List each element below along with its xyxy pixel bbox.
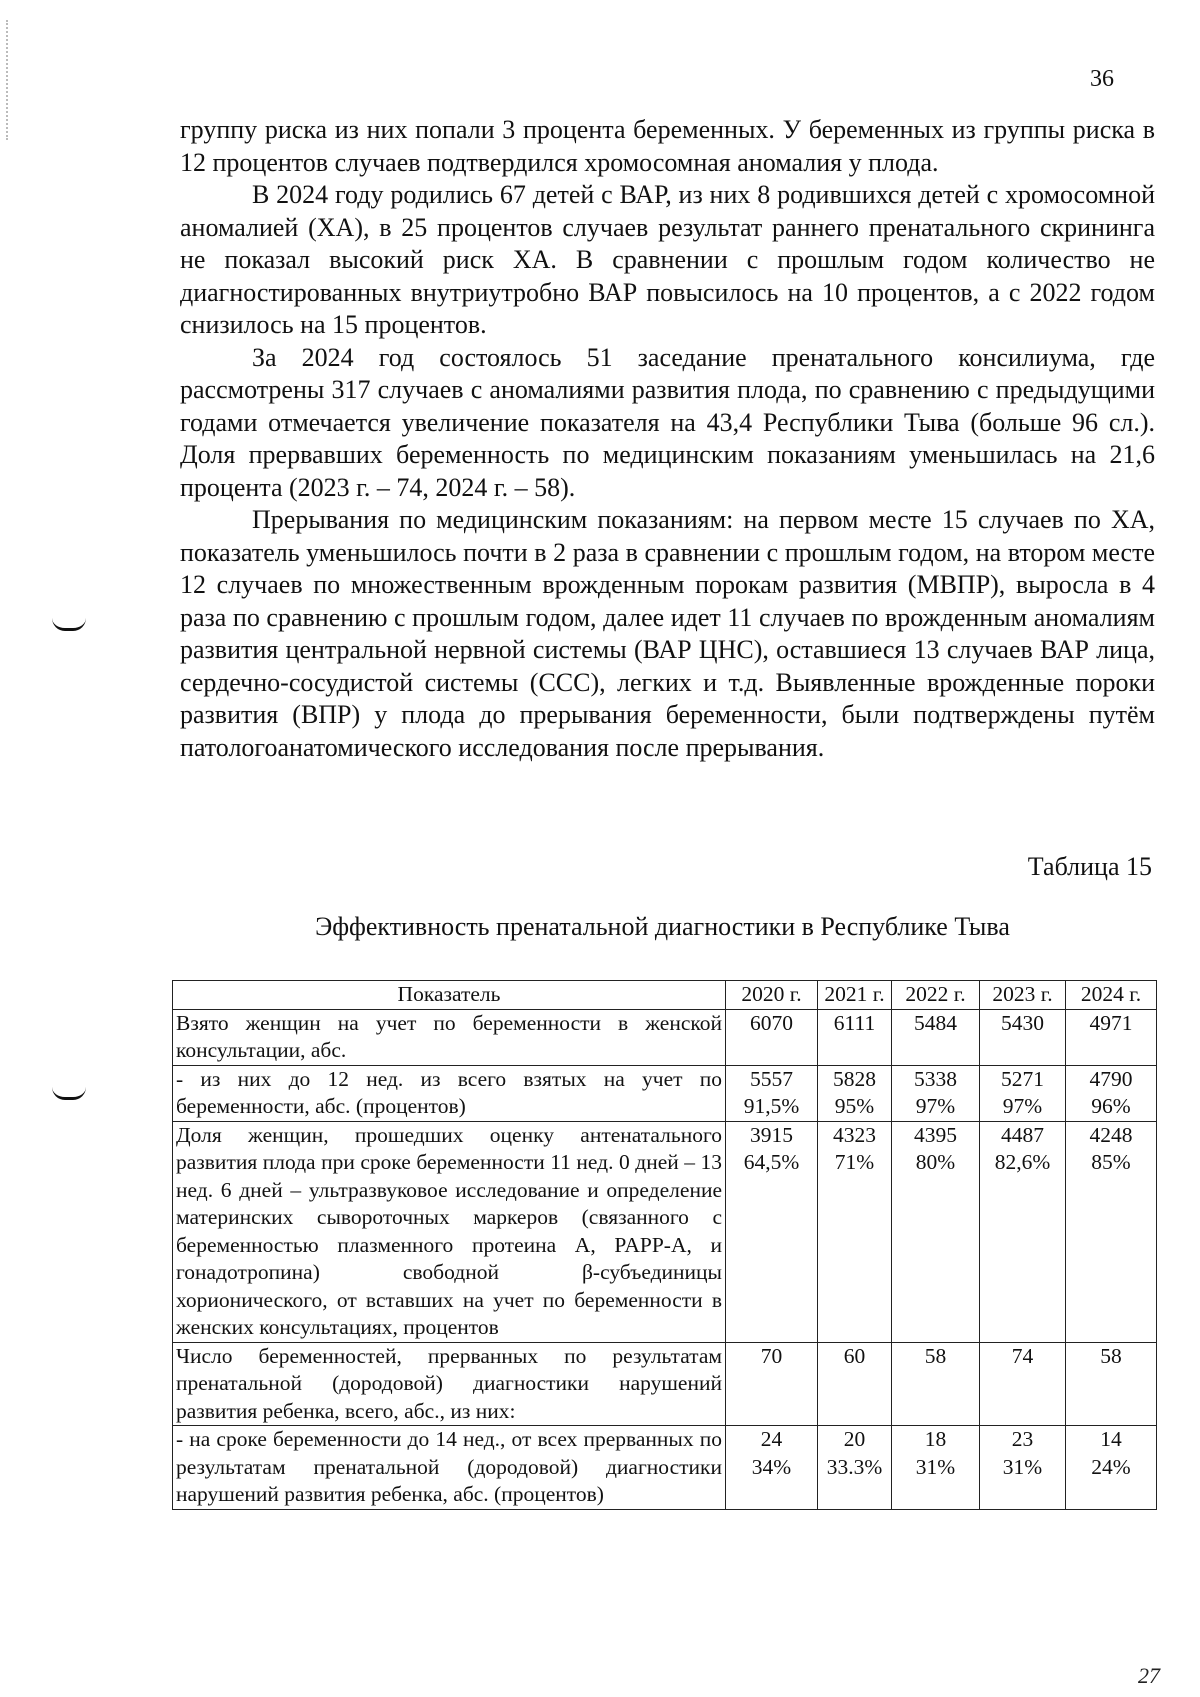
row-indicator-label: - на сроке беременности до 14 нед., от всех прерванных по результатам пренатальной (дородовой) диагностики нарушений развития ребенка, абс. (процентов): [173, 1426, 726, 1510]
column-header-2021: 2021 г.: [818, 981, 892, 1010]
cell-percent: 95%: [834, 1094, 875, 1118]
cell-value: 5271: [1001, 1066, 1044, 1091]
scan-edge-marks: [6, 20, 10, 140]
column-header-indicator: Показатель: [173, 981, 726, 1010]
cell-percent: 31%: [1002, 1454, 1043, 1479]
table-cell: [892, 1121, 980, 1342]
cell-percent: 97%: [915, 1094, 956, 1118]
cell-percent: 34%: [751, 1454, 792, 1479]
cell-value: 5484: [914, 1010, 957, 1035]
row-indicator-label: Число беременностей, прерванных по результатам пренатальной (дородовой) диагностики нарушений развития ребенка, всего, абс., из них:: [173, 1342, 726, 1426]
table-cell: [818, 1065, 892, 1121]
table-row: [173, 1342, 1157, 1426]
cell-percent: 31%: [915, 1454, 956, 1479]
table-label: Таблица 15: [1027, 852, 1152, 881]
table-row: [173, 1009, 1157, 1065]
cell-percent: 91,5%: [743, 1094, 800, 1118]
paragraph-3: За 2024 год состоялось 51 заседание пренатального консилиума, где рассмотрены 317 случаев с аномалиями развития плода, по сравнению с предыдущими годами отмечается увеличение показателя на 43,4 Республики Тыва (больше 96 сл.). Доля прервавших беременность по медицинским показаниям уменьшилась на 21,6 процента (2023 г. – 74, 2024 г. – 58).: [180, 342, 1155, 502]
cell-value: 60: [843, 1343, 866, 1368]
cell-value: 6111: [833, 1010, 876, 1035]
table-cell: [726, 1426, 818, 1510]
table-cell: [892, 1342, 980, 1426]
cell-value: 4971: [1089, 1010, 1133, 1035]
column-header-2022: 2022 г.: [892, 981, 980, 1010]
cell-value: 74: [1011, 1343, 1034, 1368]
row-indicator-label: Доля женщин, прошедших оценку антенатального развития плода при сроке беременности 11 нед. 0 дней – 13 нед. 6 дней – ультразвуковое исследование и определение материнских сывороточных маркеров (связанного с беременностью плазменного протеина А, PAPP-A, и гонадотропина) свободной β-субъединицы хорионического, от вставших на учет по беременности в женских консультациях, процентов: [173, 1121, 726, 1342]
table-cell: [980, 1065, 1066, 1121]
table-cell: [726, 1009, 818, 1065]
cell-value: 5430: [1001, 1010, 1044, 1035]
table-cell: [818, 1342, 892, 1426]
table-cell: [1066, 1342, 1157, 1426]
cell-value: 4790: [1089, 1066, 1133, 1091]
table-cell: [818, 1121, 892, 1342]
cell-percent: 64,5%: [743, 1150, 800, 1174]
row-indicator-label: - из них до 12 нед. из всего взятых на учет по беременности, абс. (процентов): [173, 1065, 726, 1121]
column-header-2023: 2023 г.: [980, 981, 1066, 1010]
column-header-2024: 2024 г.: [1066, 981, 1157, 1010]
cell-value: 70: [760, 1343, 783, 1368]
cell-value: 3915: [750, 1122, 793, 1147]
cell-percent: 82,6%: [994, 1150, 1051, 1174]
table-cell: [1066, 1009, 1157, 1065]
cell-value: 4395: [914, 1122, 957, 1147]
table-title: Эффективность пренатальной диагностики в Республике Тыва: [315, 912, 1010, 941]
cell-value: 4248: [1089, 1122, 1133, 1147]
cell-value: 14: [1100, 1427, 1122, 1451]
cell-percent: 97%: [1002, 1094, 1043, 1118]
cell-value: 4323: [833, 1122, 876, 1147]
table-cell: [1066, 1426, 1157, 1510]
cell-percent: 85%: [1091, 1150, 1131, 1174]
cell-value: 5828: [833, 1066, 876, 1091]
cell-value: 58: [1100, 1343, 1122, 1368]
handwritten-page-note: 27: [1138, 1663, 1160, 1688]
cell-percent: 71%: [834, 1150, 875, 1174]
table-cell: [892, 1065, 980, 1121]
paragraph-1: группу риска из них попали 3 процента беременных. У беременных из группы риска в 12 процентов случаев подтвердился хромосомная аномалия у плода.: [180, 115, 1155, 177]
table-cell: [892, 1426, 980, 1510]
table-row: [173, 1065, 1157, 1121]
page-number: 36: [1090, 66, 1114, 92]
table-cell: [980, 1009, 1066, 1065]
paragraph-2: В 2024 году родились 67 детей с ВАР, из них 8 родившихся детей с хромосомной аномалией (ХА), в 25 процентов случаев результат раннего пренатального скрининга не показал высокий риск ХА. В сравнении с прошлым годом количество не диагностированных внутриутробно ВАР повысилось на 10 процентов, а с 2022 годом снизилось на 15 процентов.: [180, 180, 1155, 339]
table-cell: [726, 1121, 818, 1342]
cell-percent: 96%: [1091, 1094, 1131, 1118]
table-cell: [1066, 1065, 1157, 1121]
cell-value: 58: [924, 1343, 947, 1368]
table-header-row: [173, 981, 1157, 1010]
prenatal-diagnostics-table: [172, 980, 1157, 1510]
column-header-2020: 2020 г.: [726, 981, 818, 1010]
table-cell: [818, 1009, 892, 1065]
table-row: [173, 1426, 1157, 1510]
margin-pen-mark: [52, 618, 86, 631]
margin-pen-mark: [52, 1087, 86, 1100]
paragraph-4: Прерывания по медицинским показаниям: на первом месте 15 случаев по ХА, показатель уменьшилось почти в 2 раза в сравнении с прошлым годом, на втором месте 12 случаев по множественным врожденным порокам развития (МВПР), выросла в 4 раза по сравнению с прошлым годом, далее идет 11 случаев по врожденным аномалиям развития центральной нервной системы (ВАР ЦНС), оставшиеся 13 случаев ВАР лица, сердечно-сосудистой системы (ССС), легких и т.д. Выявленные врожденные пороки развития (ВПР) у плода до прерывания беременности, были подтверждены путём патологоанатомического исследования после прерывания.: [180, 505, 1155, 762]
cell-percent: 33.3%: [826, 1454, 883, 1479]
table-cell: [726, 1342, 818, 1426]
row-indicator-label: Взято женщин на учет по беременности в женской консультации, абс.: [173, 1009, 726, 1065]
body-text: [180, 114, 1155, 764]
table-cell: [726, 1065, 818, 1121]
cell-percent: 24%: [1091, 1454, 1131, 1479]
cell-value: 5557: [750, 1066, 793, 1091]
cell-value: 4487: [1001, 1122, 1044, 1147]
cell-value: 23: [1011, 1427, 1034, 1451]
table-row: [173, 1121, 1157, 1342]
cell-value: 6070: [750, 1010, 793, 1035]
table-cell: [980, 1426, 1066, 1510]
table-cell: [980, 1342, 1066, 1426]
table-cell: [980, 1121, 1066, 1342]
table-cell: [818, 1426, 892, 1510]
cell-value: 5338: [914, 1066, 957, 1091]
table-cell: [892, 1009, 980, 1065]
table-cell: [1066, 1121, 1157, 1342]
cell-percent: 80%: [915, 1150, 956, 1174]
cell-value: 18: [924, 1427, 947, 1451]
cell-value: 20: [843, 1427, 866, 1451]
cell-value: 24: [760, 1427, 783, 1451]
